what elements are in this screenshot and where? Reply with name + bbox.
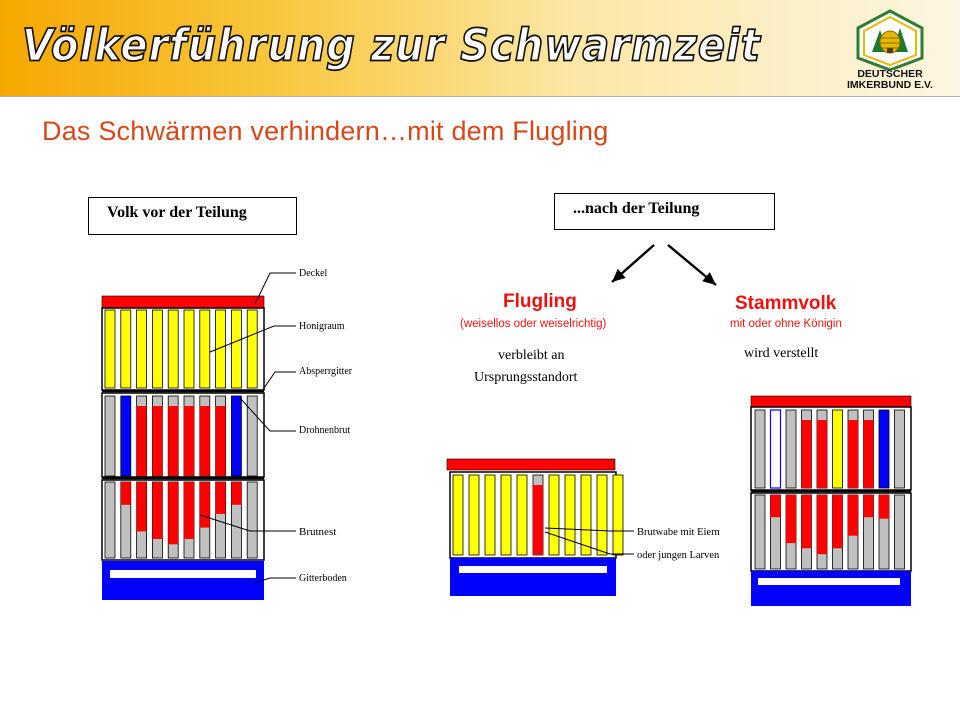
label-deckel: Deckel <box>299 268 328 279</box>
stammvolk-nest-brood <box>802 495 812 548</box>
left-frame-brood-fill <box>168 406 178 476</box>
left-frame-drone <box>121 396 131 476</box>
stammvolk-frame-empty <box>786 410 796 488</box>
left-frame-brood-fill <box>200 406 210 476</box>
flugling-floor <box>450 558 616 596</box>
flugling-brood-fill <box>533 485 543 555</box>
stammvolk-nest-brood <box>879 495 889 519</box>
stammvolk-frame-brood-fill <box>802 420 812 488</box>
left-honey-frame <box>184 310 194 388</box>
flugling-honey-frame <box>549 475 559 555</box>
left-nest-brood <box>121 482 131 505</box>
left-frame-empty <box>105 396 115 476</box>
logo-text-line1: DEUTSCHER <box>857 68 923 80</box>
flugling-honey-frame <box>501 475 511 555</box>
left-honey-frame <box>247 310 257 388</box>
before-division-label: Volk vor der Teilung <box>107 204 247 221</box>
left-hive-lid <box>102 296 264 308</box>
left-nest-brood <box>200 482 210 528</box>
left-nest-brood <box>137 482 147 531</box>
stammvolk-note: mit oder ohne Königin <box>730 318 842 330</box>
flugling-honey-frame <box>469 475 479 555</box>
stammvolk-nest-brood <box>786 495 796 543</box>
stammvolk-frame-blank <box>771 410 781 488</box>
stammvolk-lid <box>751 396 911 407</box>
left-nest-frame <box>247 482 257 558</box>
flugling-honey-frame <box>517 475 527 555</box>
page-title: Völkerführung zur Schwarmzeit <box>22 20 761 72</box>
flugling-line2: Ursprungsstandort <box>474 370 578 385</box>
label-absperrgitter: Absperrgitter <box>299 366 353 377</box>
left-honey-frame <box>137 310 147 388</box>
leader-line <box>262 372 296 391</box>
stammvolk-frame-empty <box>895 410 905 488</box>
label-gitterboden: Gitterboden <box>299 573 347 584</box>
flugling-line1: verbleibt an <box>498 348 565 363</box>
label-drohnenbrut: Drohnenbrut <box>299 425 351 436</box>
stammvolk-nest-brood <box>833 495 843 548</box>
label-honigraum: Honigraum <box>299 321 345 332</box>
after-division-label: ...nach der Teilung <box>573 200 700 217</box>
left-honey-frame <box>121 310 131 388</box>
left-nest-brood <box>168 482 178 544</box>
stammvolk-nest-brood <box>771 495 781 517</box>
flugling-lid <box>447 459 615 470</box>
stammvolk-nest-brood <box>817 495 827 554</box>
left-frame-brood-fill <box>216 406 226 476</box>
left-honey-frame <box>105 310 115 388</box>
stammvolk-line1: wird verstellt <box>744 346 819 361</box>
label-brutwabe-line2: oder jungen Larven <box>637 550 720 561</box>
left-nest-brood <box>184 482 194 539</box>
flugling-honey-frame <box>453 475 463 555</box>
flugling-note: (weisellos oder weiselrichtig) <box>460 318 607 330</box>
left-floor-slot <box>110 570 256 578</box>
left-honey-frame <box>231 310 241 388</box>
left-nest-brood <box>216 482 226 514</box>
stammvolk-frame-empty <box>755 410 765 488</box>
stammvolk-nest-brood <box>848 495 858 536</box>
label-brutwabe-line1: Brutwabe mit Eiern <box>637 527 720 538</box>
stammvolk-frame-drone <box>879 410 889 488</box>
stammvolk-floor <box>751 571 911 606</box>
left-frame-drone <box>231 396 241 476</box>
stammvolk-frame-brood-fill <box>864 420 874 488</box>
left-nest-frame <box>105 482 115 558</box>
logo-text-line2: IMKERBUND E.V. <box>847 79 933 91</box>
flugling-honey-frame <box>565 475 575 555</box>
stammvolk-nest-brood <box>864 495 874 517</box>
flugling-honey-frame <box>597 475 607 555</box>
label-brutnest: Brutnest <box>299 526 337 538</box>
slide-subtitle: Das Schwärmen verhindern…mit dem Flugling <box>42 116 609 146</box>
flugling-honey-frame <box>613 475 623 555</box>
stammvolk-frame-honey <box>833 410 843 488</box>
flugling-honey-frame <box>581 475 591 555</box>
flugling-honey-frame <box>485 475 495 555</box>
left-frame-brood-fill <box>137 406 147 476</box>
left-honey-frame <box>152 310 162 388</box>
left-hive-floor <box>102 561 264 600</box>
stammvolk-nest-frame <box>895 495 905 569</box>
left-nest-brood <box>231 482 241 505</box>
flugling-title: Flugling <box>503 291 577 312</box>
left-honey-frame <box>200 310 210 388</box>
stammvolk-floor-slot <box>758 578 900 585</box>
stammvolk-frame-brood-fill <box>848 420 858 488</box>
stammvolk-title: Stammvolk <box>735 293 837 314</box>
left-nest-brood <box>152 482 162 539</box>
left-frame-brood-fill <box>152 406 162 476</box>
stammvolk-frame-brood-fill <box>817 420 827 488</box>
left-frame-brood-fill <box>184 406 194 476</box>
flugling-floor-slot <box>459 566 607 573</box>
stammvolk-nest-frame <box>755 495 765 569</box>
left-honey-frame <box>168 310 178 388</box>
